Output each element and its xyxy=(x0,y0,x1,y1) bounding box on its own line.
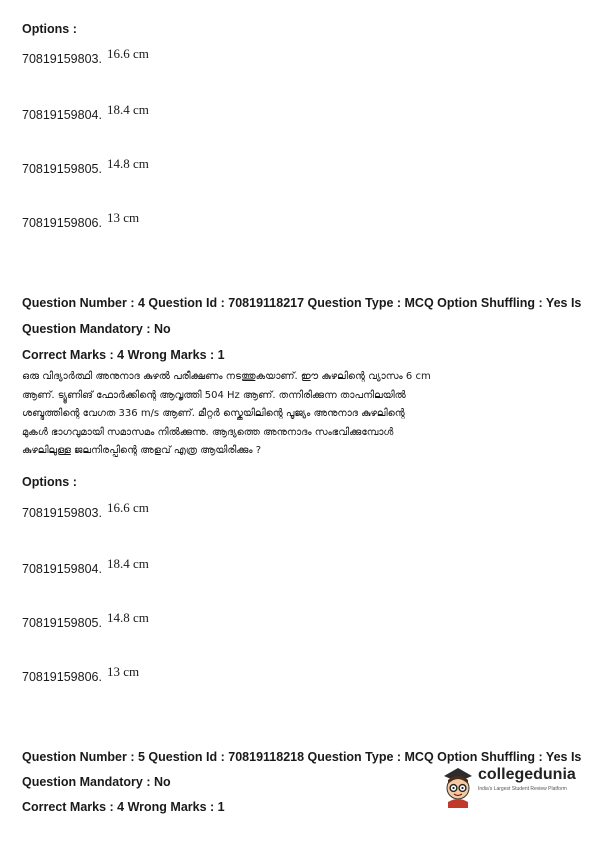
brand-tagline: India's Largest Student Review Platform xyxy=(478,786,567,792)
question-mandatory: Question Mandatory : No xyxy=(22,322,171,336)
option-value: 16.6 cm xyxy=(106,500,149,515)
question-marks: Correct Marks : 4 Wrong Marks : 1 xyxy=(22,800,225,814)
question-text-line: മുകൾ ഭാഗവുമായി സമാസമം നിൽക്കുന്നു. ആദ്യത്തെ അനുനാദം സംഭവിക്കുമ്പോൾ xyxy=(22,426,394,438)
options-label: Options : xyxy=(22,475,77,489)
option-id: 70819159804. xyxy=(22,562,102,576)
option-value: 13 cm xyxy=(106,664,140,679)
option-id: 70819159805. xyxy=(22,616,102,630)
question-text xyxy=(22,368,462,461)
option-row xyxy=(22,556,149,576)
option-row xyxy=(22,156,149,176)
brand-wordmark: collegedunia xyxy=(478,766,576,783)
question-text-line: ശബ്ദത്തിന്റെ വേഗത 336 m/s ആണ്. മീറ്റർ സ്കെയിലിന്റെ പൂജ്യം അനുനാദ കുഴലിന്റെ xyxy=(22,408,405,419)
option-row xyxy=(22,664,139,684)
mascot-icon xyxy=(440,764,476,808)
options-label: Options : xyxy=(22,22,77,36)
option-value: 13 cm xyxy=(106,210,140,225)
option-id: 70819159806. xyxy=(22,670,102,684)
question-text-line: കുഴലിലുള്ള ജലനിരപ്പിന്റെ അളവ് എത്ര ആയിരിക്കും ? xyxy=(22,445,262,456)
option-value: 14.8 cm xyxy=(106,156,149,171)
option-value: 16.6 cm xyxy=(106,46,149,61)
option-id: 70819159803. xyxy=(22,506,102,520)
question-header: Question Number : 4 Question Id : 70819118217 Question Type : MCQ Option Shuffling : Yes Is xyxy=(22,296,582,310)
question-marks: Correct Marks : 4 Wrong Marks : 1 xyxy=(22,348,225,362)
option-id: 70819159804. xyxy=(22,108,102,122)
collegedunia-logo xyxy=(440,760,590,820)
option-row xyxy=(22,500,149,520)
question-header: Question Number : 5 Question Id : 70819118218 Question Type : MCQ Option Shuffling : Yes Is xyxy=(22,750,582,764)
option-id: 70819159805. xyxy=(22,162,102,176)
question-text-line: ആണ്. ട്യൂണിങ് ഫോർക്കിന്റെ ആവൃത്തി 504 Hz ആണ്. തന്നിരിക്കുന്ന താപനിലയിൽ xyxy=(22,389,406,401)
question-mandatory: Question Mandatory : No xyxy=(22,775,171,789)
option-row xyxy=(22,102,149,122)
option-id: 70819159803. xyxy=(22,52,102,66)
option-row xyxy=(22,210,139,230)
option-value: 18.4 cm xyxy=(106,556,149,571)
question-text-line: ഒരു വിദ്യാർത്ഥി അനുനാദ കുഴൽ പരീക്ഷണം നടത്തുകയാണ്. ഈ കുഴലിന്റെ വ്യാസം 6 cm xyxy=(22,371,431,382)
option-id: 70819159806. xyxy=(22,216,102,230)
option-value: 18.4 cm xyxy=(106,102,149,117)
option-value: 14.8 cm xyxy=(106,610,149,625)
option-row xyxy=(22,610,149,630)
option-row xyxy=(22,46,149,66)
